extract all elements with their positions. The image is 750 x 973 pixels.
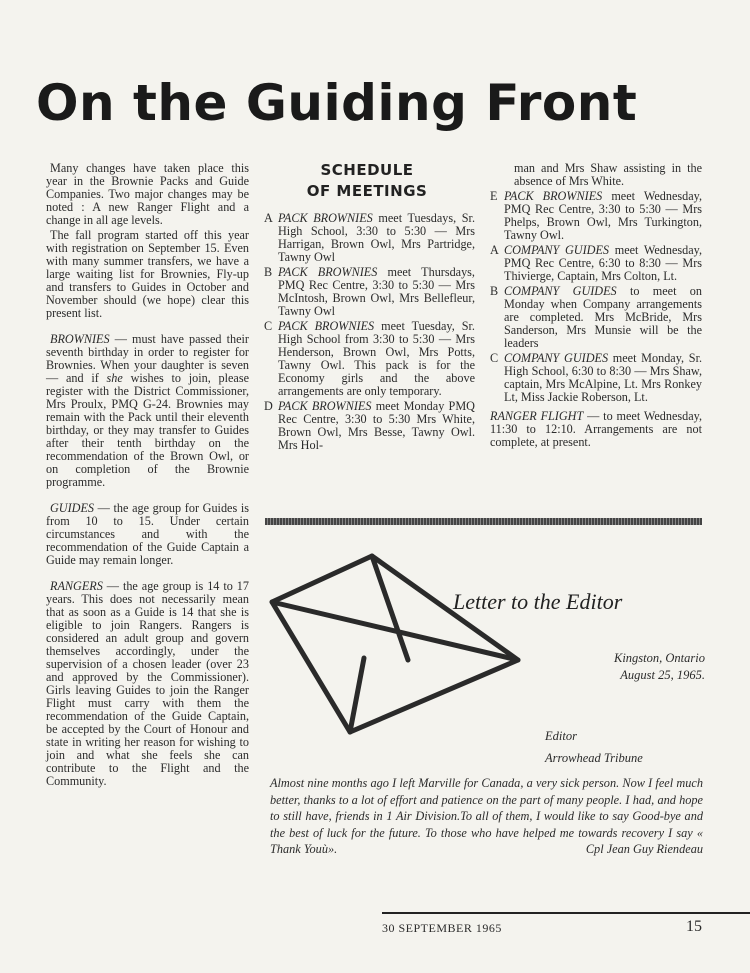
article-column bbox=[46, 162, 249, 790]
section-divider bbox=[265, 518, 702, 525]
schedule-entry: D PACK BROWNIES meet Monday PMQ Rec Centre, 3:30 to 5:30 Mrs White, Brown Owl, Mrs Besse, Tawny Owl. Mrs Hol- bbox=[264, 399, 475, 452]
schedule-column-left bbox=[264, 212, 475, 454]
ranger-flight-entry: RANGER FLIGHT — to meet Wednesday, 11:30 to 12:10. Arrangements are not complete, at present. bbox=[490, 409, 702, 449]
fall-program-paragraph: The fall program started off this year with registration on September 15. Even with many summer transfers, we have a large waiting list for Brownies, Fly-up and transfers to Guides in October and November should (we hope) clear this present list. bbox=[46, 228, 249, 320]
guides-paragraph: GUIDES — the age group for Guides is from 10 to 15. Under certain circumstances and with the recommendation of the Guide Captain a Guide may remain longer. bbox=[46, 501, 249, 567]
footer-rule bbox=[382, 912, 750, 914]
page-number: 15 bbox=[686, 918, 702, 935]
guides-label: GUIDES bbox=[50, 501, 95, 515]
letter-place-date: Kingston, Ontario August 25, 1965. bbox=[614, 651, 705, 682]
schedule-entry: B COMPANY GUIDES to meet on Monday when Company arrangements are completed. Mrs McBride, Mrs Sanderson, Mrs Munsie will be the leaders bbox=[490, 284, 702, 350]
schedule-continuation: man and Mrs Shaw assisting in the absence of Mrs White. bbox=[514, 161, 702, 188]
page-title: On the Guiding Front bbox=[36, 74, 638, 132]
schedule-entry: A COMPANY GUIDES meet Wednesday, PMQ Rec Centre, 6:30 to 8:30 — Mrs Thivierge, Captain, Mrs Colton, Lt. bbox=[490, 243, 703, 283]
letter-recipient: Editor Arrowhead Tribune bbox=[545, 729, 643, 765]
intro-paragraph: Many changes have taken place this year in the Brownie Packs and Guide Companies. Two major changes may be noted : A new Ranger Flight and a change in all age levels. bbox=[46, 161, 249, 227]
schedule-entry: E PACK BROWNIES meet Wednesday, PMQ Rec Centre, 3:30 to 5:30 — Mrs Phelps, Brown Owl, Mrs Turkington, Tawny Owl. bbox=[490, 189, 702, 242]
letter-title: Letter to the Editor bbox=[453, 589, 623, 614]
schedule-entry: B PACK BROWNIES meet Thursdays, PMQ Rec Centre, 3:30 to 5:30 — Mrs McIntosh, Brown Owl, Mrs Bellefleur, Tawny Owl bbox=[264, 265, 475, 318]
rangers-paragraph: RANGERS — the age group is 14 to 17 years. This does not necessarily mean that as soon as a Guide is 14 that she is eligible to join Rangers. Rangers is considered an adult group and govern themselves accordingly, under the supervision of a chosen leader (over 23 and approved by the Commissioner). Girls leaving Guides to join the Ranger Flight must carry with them the recommendation of the Guide Captain, be accepted by the Court of Honour and state in writing her reason for wishing to join and what she feels she can contribute to the Flight and the Community. bbox=[46, 579, 249, 788]
footer-date: 30 SEPTEMBER 1965 bbox=[382, 921, 502, 935]
schedule-entry: C PACK BROWNIES meet Tuesday, Sr. High School from 3:30 to 5:30 — Mrs Henderson, Brown Owl, Mrs Potts, Tawny Owl. This pack is for the Economy girls and the above arrangements are only temporary. bbox=[264, 319, 475, 398]
letter-body: Almost nine months ago I left Marville for Canada, a very sick person. Now I feel much better, thanks to a lot of effort and patience on the part of many people. I had, and hope to still have, friends in 1 Air Division.To all of them, I would like to say Good-bye and the best of luck for the future. To those who have helped me towards recovery I say « Thank Youù». Cpl Jean Guy Riendeau bbox=[270, 776, 703, 856]
rangers-label: RANGERS bbox=[50, 579, 103, 593]
letter-signature: Cpl Jean Guy Riendeau bbox=[585, 842, 703, 856]
schedule-heading: SCHEDULE OF MEETINGS bbox=[306, 161, 428, 200]
envelope-icon bbox=[268, 532, 530, 742]
schedule-entry: A PACK BROWNIES meet Tuesdays, Sr. High School, 3:30 to 5:30 — Mrs Harrigan, Brown Owl, Mrs Partridge, Tawny Owl bbox=[264, 211, 475, 264]
brownies-paragraph: BROWNIES — must have passed their seventh birthday in order to register for Brownies. When your daughter is seven — and if she wishes to join, please register with the District Commissioner, Mrs Proulx, PMQ G-24. Brownies may remain with the Pack until their eleventh birthday, or they may transfer to Guides after their tenth birthday on the recommendation of the Brown Owl, or on completion of the Brownie programme. bbox=[46, 332, 249, 489]
schedule-entry: C COMPANY GUIDES meet Monday, Sr. High School, 6:30 to 8:30 — Mrs Shaw, captain, Mrs McAlpine, Lt. Mrs Ronkey Lt, Miss Jackie Roberson, Lt. bbox=[490, 351, 702, 404]
ranger-flight-label: RANGER FLIGHT bbox=[490, 409, 584, 423]
schedule-column-right bbox=[490, 162, 702, 451]
brownies-label: BROWNIES bbox=[50, 332, 110, 346]
